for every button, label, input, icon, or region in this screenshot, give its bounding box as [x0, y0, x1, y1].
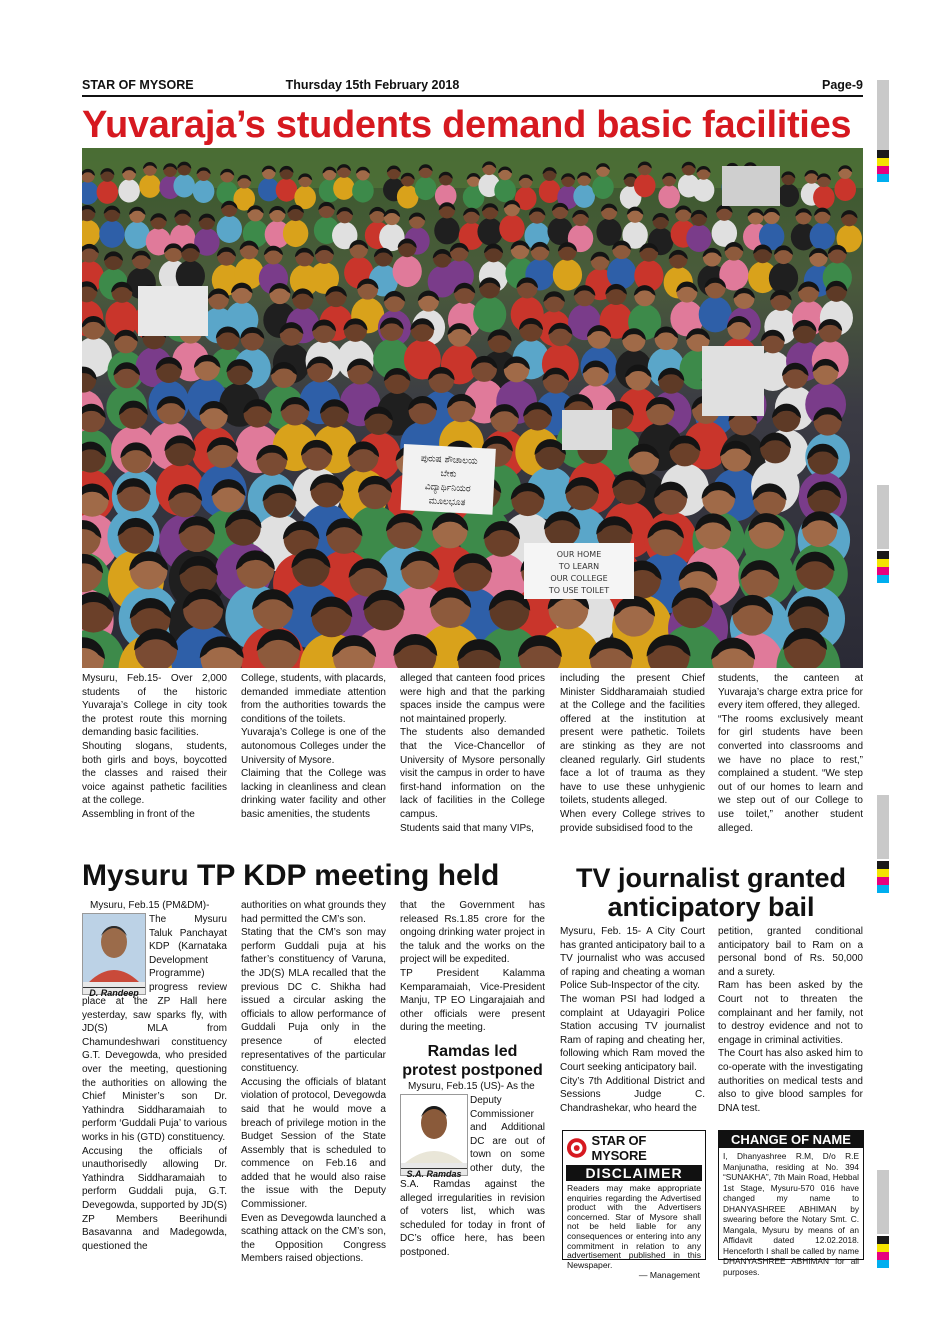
registration-bar-middle: [877, 485, 889, 549]
swatch-yellow: [877, 1244, 889, 1252]
protest-photo: [82, 148, 863, 668]
swatch-black: [877, 1236, 889, 1244]
disclaimer-signoff: — Management: [638, 1270, 700, 1281]
star-of-mysore-logo-icon: [566, 1137, 587, 1159]
main-story-col-5: students, the canteen at Yuvaraja’s charge extra price for every item offered, they alleged. “The rooms exclusively meant for girl students have been converted into classrooms and we have no place to rest,” complained a student. “We step out of our homes to learn and we step out of our College to use toilet,” another student alleged.: [718, 673, 863, 834]
swatch-magenta: [877, 567, 889, 575]
main-story-col-4: including the present Chief Minister Siddharamaiah studied at the College and the facilities offered at the institution at present were pathetic. Toilets are stinking as they are not cleaned regularly. Girl students face a lot of trauma as they have to use these unhygienic toilets, students alleged. When every College strives to provide subsidised food to the: [560, 673, 705, 834]
main-story-col-3: alleged that canteen food prices were high and that the parking spaces inside the campus were not maintained properly. The students also demanded that the Vice-Chancellor of University of Mysore personally visit the campus in order to have first-hand information on the lack of facilities in the College campus. Students said that many VIPs,: [400, 673, 545, 834]
disclaimer-body: Readers may make appropriate enquiries regarding the Advertised product with the Advertisers concerned. Star of Mysore shall not be held liable for any consequences or entering into any commitment in relation to any advertisement published in this Newspaper.: [567, 1183, 701, 1270]
svg-text:ವಿದ್ಯಾರ್ಥಿನಿಯರ: ವಿದ್ಯಾರ್ಥಿನಿಯರ: [424, 482, 471, 495]
ramdas-photo: [400, 1094, 468, 1179]
swatch-black: [877, 861, 889, 869]
ramdas-beside: Deputy Commissioner and Additional DC are out of town on some other duty, the: [470, 1095, 545, 1174]
main-story-col-1: Mysuru, Feb.15- Over 2,000 students of the historic Yuvaraja’s College in city took the protest route this morning demanding basic facilities. Shouting slogans, students, both girls and boys, boycotted the classes and raised their voice against pathetic facilities at the college. Assembling in front of the: [82, 673, 227, 820]
disclaimer-masthead-row: [563, 1131, 705, 1165]
swatch-yellow: [877, 869, 889, 877]
swatch-cyan: [877, 575, 889, 583]
disclaimer-box: [562, 1130, 706, 1281]
ramdas-caption: S.A. Ramdas: [401, 1168, 467, 1179]
color-swatches-middle: [877, 551, 889, 583]
svg-text:ಪುರುಷ ಶೌಚಾಲಯ: ಪುರುಷ ಶೌಚಾಲಯ: [420, 453, 478, 467]
main-story-col-2: College, students, with placards, demanded immediate attention from the authorities towards the conditions of the toilets. Yuvaraja’s College is one of the autonomous Colleges under the University of Mysore. Claiming that the College was lacking in cleanliness and clean drinking water facility and other basic amenities, the students: [241, 673, 386, 820]
tv-headline: TV journalist granted anticipatory bail: [575, 863, 847, 922]
kdp-col-1-beside: The Mysuru Taluk Panchayat KDP (Karnataka Development Programme) progress review: [149, 914, 227, 993]
tv-col-1: Mysuru, Feb. 15- A City Court has granted anticipatory bail to a TV journalist who was accused of raping and cheating a woman Police Sub-Inspector of the city. The woman PSI had lodged a complaint at Udayagiri Police Station accusing TV journalist Ram of raping and cheating her, following which Ram moved the Court seeking anticipatory bail. City’s 7th Additional District and Sessions Judge C. Chandrashekar, who heard the: [560, 926, 705, 1114]
change-of-name-body: I, Dhanyashree R.M, D/o R.E Manjunatha, residing at No. 394 “SUNAKHA”, 7th Main Road, Hebbal 1st Stage, Mysuru-570 016 have changed my name to DHANYASHREE ABHIMAN by swearing before the Notary Smt. C. Mangala, Mysuru by means of an Affidavit dated 12.02.2018. Henceforth I shall be called by name DHANYASHREE ABHIMAN for all purposes.: [723, 1151, 859, 1277]
kdp-col-3: that the Government has released Rs.1.85 crore for the ongoing drinking water project in the taluk and the works on the project will be expedited. TP President Kalamma Kemparamaiah, Vice-President Manju, TP EO Lingarajaiah and other officials were present during the meeting.: [400, 900, 545, 1034]
swatch-magenta: [877, 166, 889, 174]
ramdas-dateline: Mysuru, Feb.15 (US)- As the: [408, 1081, 535, 1092]
disclaimer-masthead: STAR OF MYSORE: [591, 1133, 647, 1163]
color-swatches-top: [877, 150, 889, 182]
swatch-yellow: [877, 158, 889, 166]
swatch-black: [877, 150, 889, 158]
newspaper-name: STAR OF MYSORE: [82, 78, 194, 92]
disclaimer-title: DISCLAIMER: [566, 1165, 702, 1181]
svg-text:ಮೂಲಭೂತ: ಮೂಲಭೂತ: [428, 496, 466, 509]
svg-text:OUR COLLEGE: OUR COLLEGE: [550, 574, 608, 583]
swatch-cyan: [877, 885, 889, 893]
ramdas-headline: Ramdas led protest postponed: [402, 1043, 543, 1079]
tv-col-2: petition, granted conditional anticipatory bail to Ram on a personal bond of Rs. 50,000 and a surety. Ram has been asked by the Court not to threaten the complainant and her family, not to destroy evidence and not to engage in criminal activities. The Court has also asked him to co-operate with the investigating authorities on medical tests and also to give blood samples for DNA test.: [718, 926, 863, 1114]
registration-bar-bottom: [877, 1170, 889, 1234]
randeep-photo: [82, 913, 146, 998]
swatch-cyan: [877, 174, 889, 182]
svg-text:TO USE TOILET: TO USE TOILET: [548, 586, 610, 595]
color-swatches-lower: [877, 861, 889, 893]
registration-bar-lower: [877, 795, 889, 859]
change-of-name-box: [718, 1130, 864, 1277]
swatch-yellow: [877, 559, 889, 567]
swatch-magenta: [877, 1252, 889, 1260]
ramdas-body: S.A. Ramdas against the alleged irregularities in revision of voters list, which was scheduled for today in front of DC’s office here, has been postponed.: [400, 1179, 545, 1258]
color-swatches-bottom: [877, 1236, 889, 1268]
kdp-col-2: authorities on what grounds they had permitted the CM’s son. Stating that the CM’s son may perform Guddali puja at his father’s constituency of Varuna, the JD(S) MLA recalled that the previous DC C. Shikha had issued a circular asking the officials to allow performance of Guddali Puja only in the presence of elected representatives of the particular constituency. Accusing the officials of blatant violation of protocol, Devegowda said that he would move a breach of privilege motion in the Budget Session of the State Assembly that is scheduled to commence on Feb.16 and added that he would also raise the issue with the Deputy Commissioner. Even as Devegowda launched a scathing attack on the CM’s son, the Opposition Congress Members raised objections.: [241, 900, 386, 1265]
issue-date: Thursday 15th February 2018: [285, 78, 460, 92]
svg-text:ಬೇಕು: ಬೇಕು: [440, 468, 457, 480]
main-headline: Yuvaraja’s students demand basic facilities: [82, 104, 852, 146]
swatch-black: [877, 551, 889, 559]
swatch-cyan: [877, 1260, 889, 1268]
change-of-name-title: CHANGE OF NAME: [719, 1131, 863, 1148]
randeep-caption: D. Randeep: [83, 987, 145, 998]
svg-text:TO LEARN: TO LEARN: [558, 562, 600, 571]
kdp-dateline: Mysuru, Feb.15 (PM&DM)-: [90, 900, 210, 911]
header-rule: [82, 95, 863, 97]
kdp-col-1: place at the ZP Hall here yesterday, saw sparks fly, with JD(S) MLA from Chamundeshwari constituency G.T. Devegowda, who presided over the meeting, questioning the authorities on allowing the Chief Minister’s son Dr. Yathindra Siddharamaiah to perform ‘Guddali Puja’ to various works in his (GTD) constituency. Accusing the officials of unauthorisedly allowing Dr. Yathindra Siddharamaiah to perform Guddali puja, G.T. Devegowda, supported by JD(S) ZP Members Beerihundi Basavanna and Madegowda, questioned the: [82, 996, 227, 1252]
kdp-headline: Mysuru TP KDP meeting held: [82, 859, 500, 892]
svg-text:OUR HOME: OUR HOME: [556, 550, 602, 559]
registration-bar-top: [877, 80, 889, 150]
crowd-illustration: [82, 148, 863, 668]
page-number: Page-9: [822, 78, 863, 92]
swatch-magenta: [877, 877, 889, 885]
